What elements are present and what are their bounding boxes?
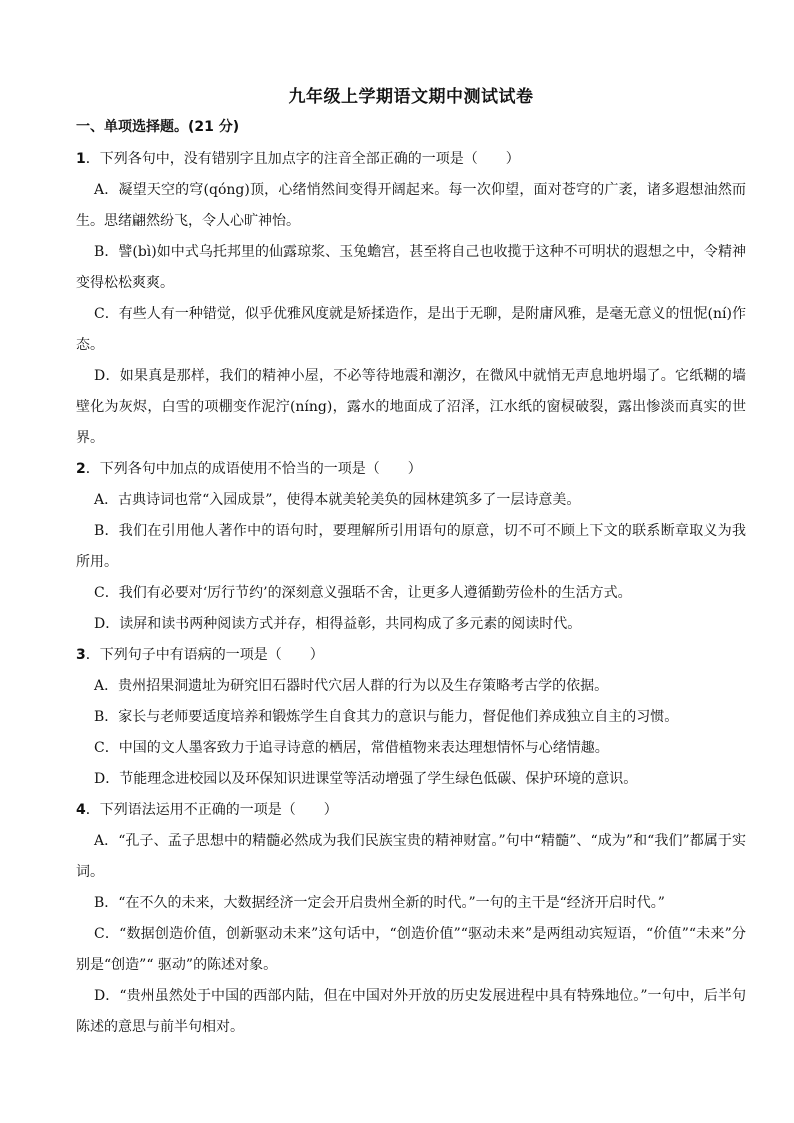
option-c: C．有些人有一种错觉，似乎优雅风度就是矫揉造作，是出于无聊，是附庸风雅，是毫无意义的忸怩(ní)作态。 bbox=[76, 306, 746, 353]
question-number: 2 bbox=[76, 461, 86, 477]
option-a: A．古典诗词也常“入园成景”，使得本就美轮美奂的园林建筑多了一层诗意美。 bbox=[94, 492, 581, 508]
option-b: B．譬(bì)如中式乌托邦里的仙露琼浆、玉兔蟾宫，甚至将自己也收揽于这种不可明状的遐想之中，令精神变得松松爽爽。 bbox=[76, 244, 746, 291]
question-text: ．下列各句中，没有错别字且加点字的注音全部正确的一项是（ ） bbox=[85, 151, 520, 167]
question-3 bbox=[76, 640, 746, 795]
question-stem bbox=[76, 640, 746, 671]
section-heading: 一、单项选择题。(21 分) bbox=[76, 119, 240, 135]
option-d: D．节能理念进校园以及环保知识进课堂等活动增强了学生绿色低碳、保护环境的意识。 bbox=[94, 771, 638, 787]
question-text: ．下列各句中加点的成语使用不恰当的一项是（ ） bbox=[85, 461, 422, 477]
question-4 bbox=[76, 795, 746, 1043]
question-stem bbox=[76, 144, 746, 175]
option-b: B．“在不久的未来，大数据经济一定会开启贵州全新的时代。”一句的主干是“经济开启时代。” bbox=[94, 895, 665, 911]
question-number: 4 bbox=[76, 802, 86, 818]
question-number: 3 bbox=[76, 647, 86, 663]
question-number: 1 bbox=[76, 151, 86, 167]
question-text: ．下列句子中有语病的一项是（ ） bbox=[85, 647, 324, 663]
option-c: C．中国的文人墨客致力于追寻诗意的栖居，常借植物来表达理想情怀与心绪情趣。 bbox=[94, 740, 609, 756]
option-a: A．贵州招果洞遗址为研究旧石器时代穴居人群的行为以及生存策略考古学的依据。 bbox=[94, 678, 609, 694]
option-c: C．“数据创造价值，创新驱动未来”这句话中，“创造价值”“驱动未来”是两组动宾短语，“价值”“未来”分别是“创造”“ 驱动”的陈述对象。 bbox=[76, 926, 746, 973]
option-d: D．读屏和读书两种阅读方式并存，相得益彰，共同构成了多元素的阅读时代。 bbox=[94, 616, 582, 632]
option-d: D．“贵州虽然处于中国的西部内陆，但在中国对外开放的历史发展进程中具有特殊地位。”一句中，后半句陈述的意思与前半句相对。 bbox=[76, 988, 746, 1035]
option-b: B．家长与老师要适度培养和锻炼学生自食其力的意识与能力，督促他们养成独立自主的习惯。 bbox=[94, 709, 679, 725]
option-a: A．“孔子、孟子思想中的精髓必然成为我们民族宝贵的精神财富。”句中“精髓”、“成为”和“我们”都属于实词。 bbox=[76, 833, 746, 880]
question-stem bbox=[76, 795, 746, 826]
question-1 bbox=[76, 144, 746, 454]
option-a: A．凝望天空的穹(qóng)顶，心绪悄然间变得开阔起来。每一次仰望，面对苍穹的广袤，诸多遐想油然而生。思绪翩然纷飞，令人心旷神怡。 bbox=[76, 182, 746, 229]
question-2 bbox=[76, 454, 746, 640]
question-text: ．下列语法运用不正确的一项是（ ） bbox=[85, 802, 338, 818]
option-d: D．如果真是那样，我们的精神小屋，不必等待地震和潮汐，在微风中就悄无声息地坍塌了。它纸糊的墙壁化为灰烬，白雪的项棚变作泥泞(níng)，露水的地面成了沼泽，江水纸的窗棂破裂，露出惨淡而真实的世界。 bbox=[76, 368, 746, 446]
question-stem bbox=[76, 454, 746, 485]
page-title: 九年级上学期语文期中测试试卷 bbox=[288, 87, 534, 107]
option-b: B．我们在引用他人著作中的语句时，要理解所引用语句的原意，切不可不顾上下文的联系断章取义为我所用。 bbox=[76, 523, 746, 570]
option-c: C．我们有必要对‘厉行节约’的深刻意义强聒不舍，让更多人遵循勤劳俭朴的生活方式。 bbox=[94, 585, 632, 601]
